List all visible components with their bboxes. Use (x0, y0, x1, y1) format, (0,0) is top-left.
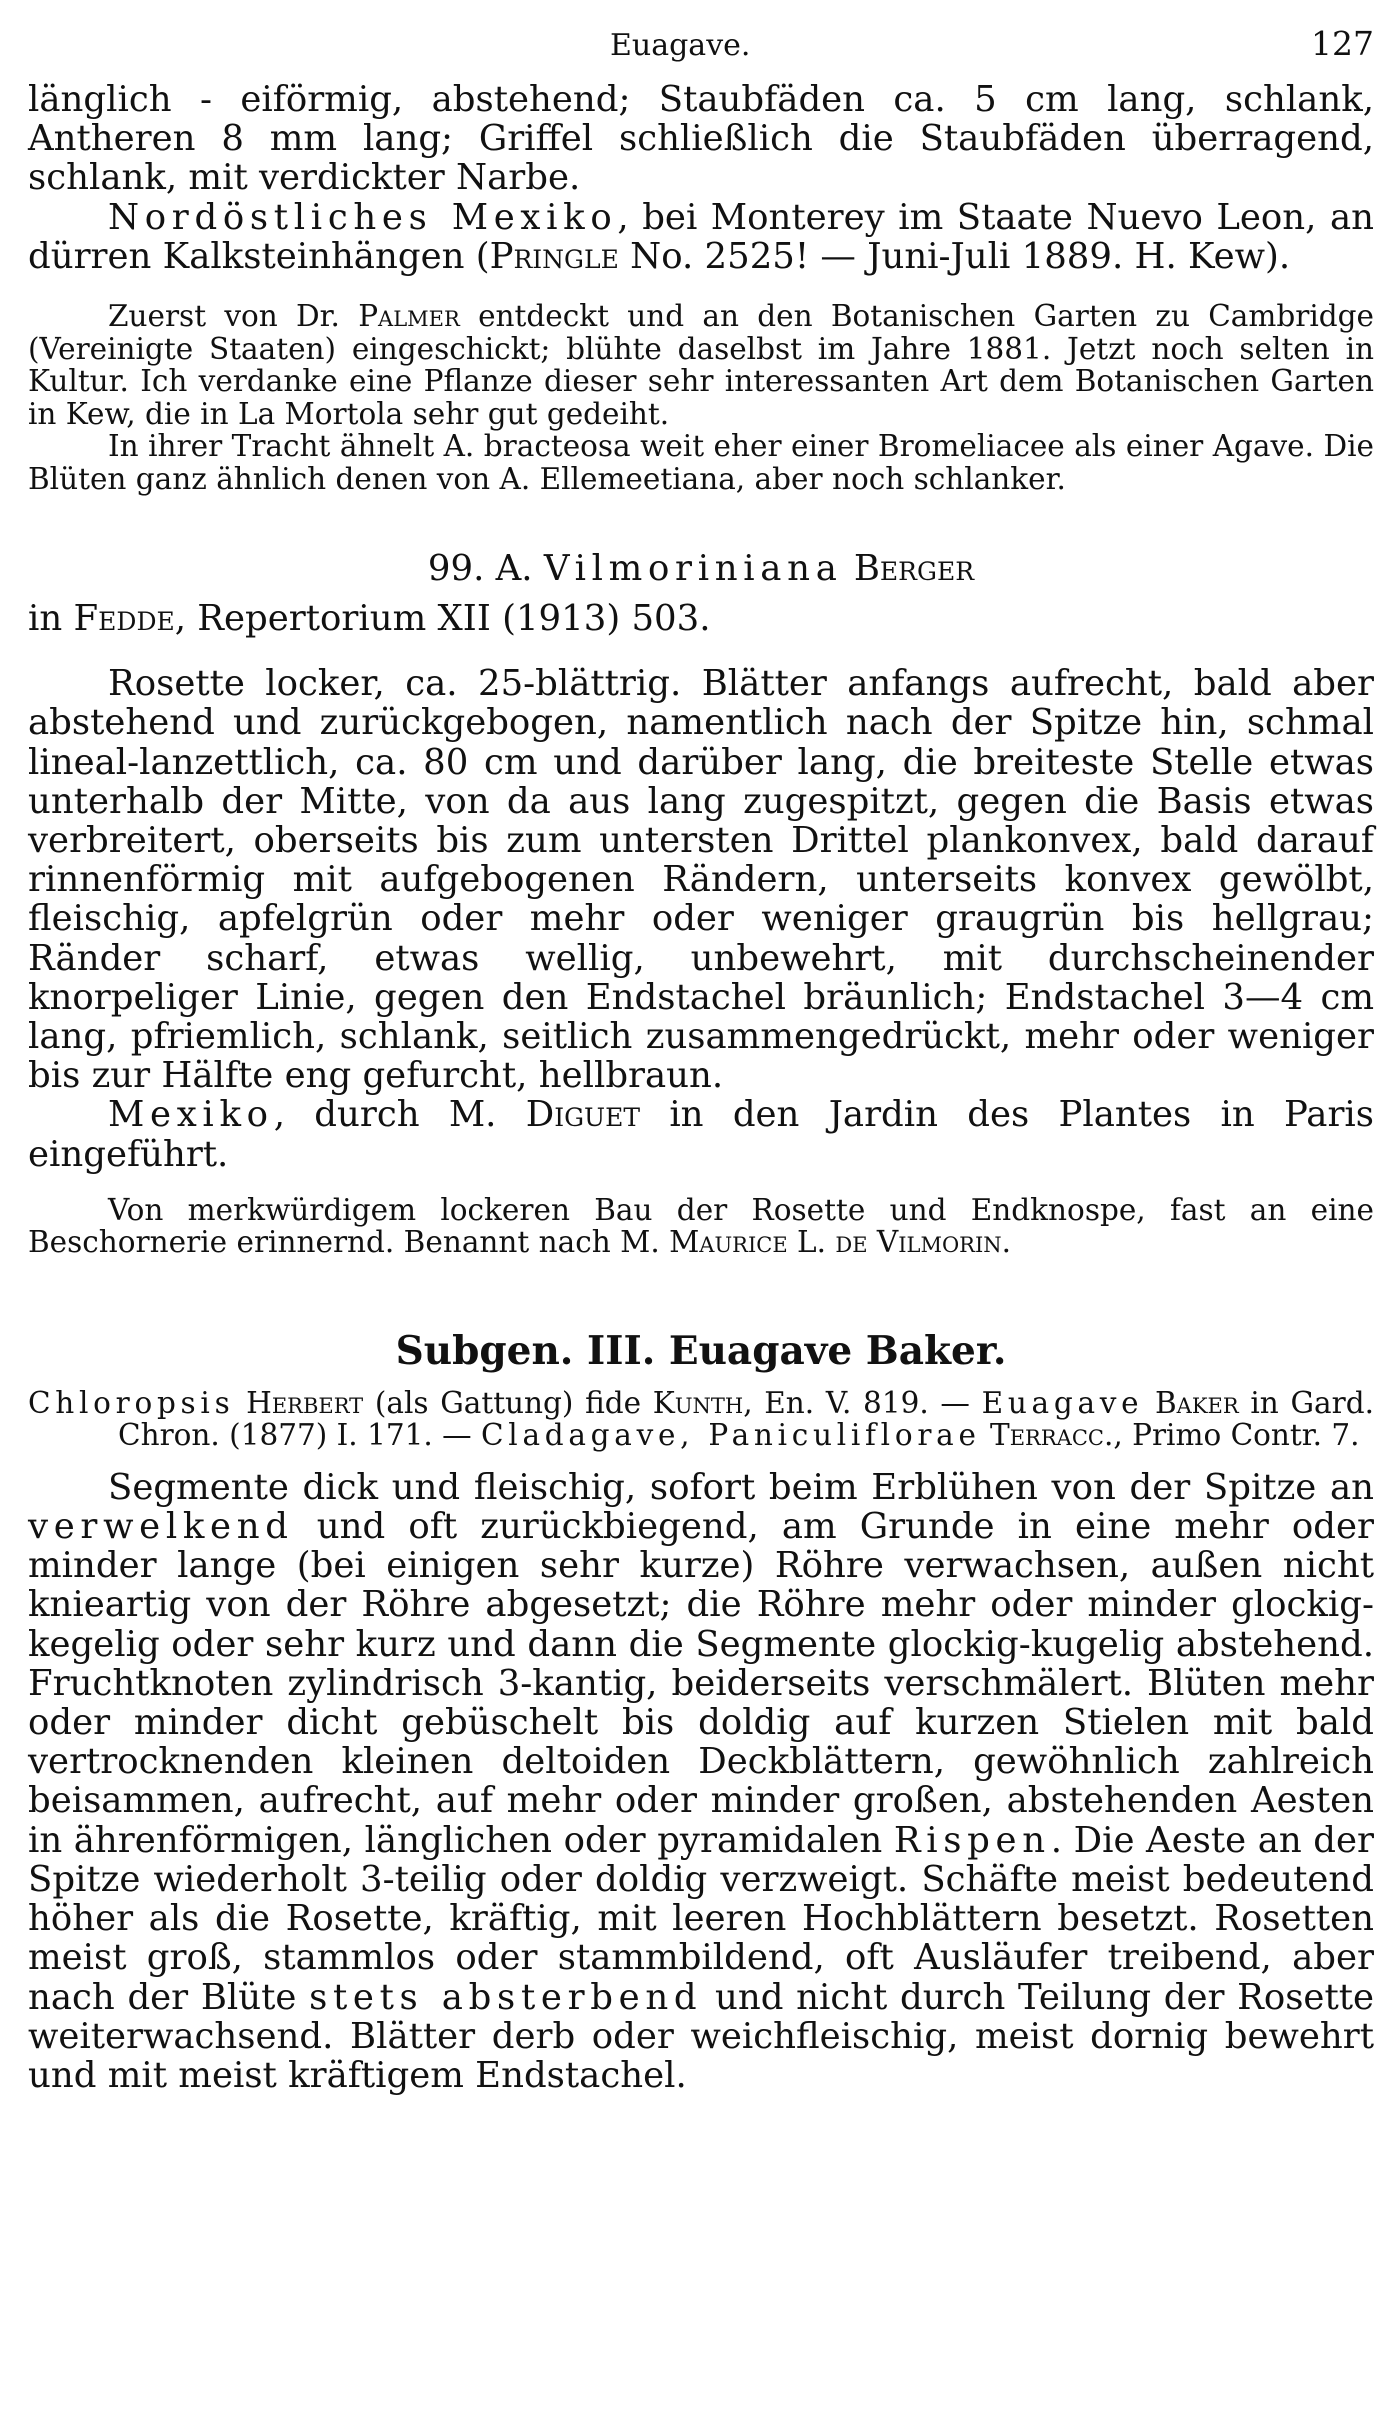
person-name: Maurice L. de Vilmorin (669, 1225, 1002, 1260)
note-history: Zuerst von Dr. Palmer entdeckt und an den Botanischen Garten zu Cambridge (Vereinigte Staaten) eingeschickt; blühte daselbst im Jahre 1881. Jetzt noch selten in Kultur. Ich verdanke eine Pflanze dieser sehr interessanten Art dem Botanischen Garten in Kew, die in La Mortola sehr gut gedeiht. (28, 299, 1374, 431)
collector-name: Pringle (489, 235, 619, 277)
region-name: Nordöstliches Mexiko (108, 196, 618, 238)
description-continued: länglich - eiförmig, abstehend; Staubfäden ca. 5 cm lang, schlank, Antheren 8 mm lang; Griffel schließlich die Staubfäden überragend, schlank, mit verdickter Narbe. (28, 79, 1374, 199)
journal-editor: Fedde (73, 598, 175, 640)
distribution-paragraph: Nordöstliches Mexiko, bei Monterey im Staate Nuevo Leon, an dürren Kalksteinhängen (Pringle No. 2525! — Juni-Juli 1889. H. Kew). (28, 196, 1374, 277)
subgenus-description: Segmente dick und fleischig, sofort beim Erblühen von der Spitze an verwelkend und oft zurückbiegend, am Grunde in eine mehr oder minder lange (bei einigen sehr kurze) Röhre verwachsen, außen nicht knieartig von der Röhre abgesetzt; die Röhre mehr oder minder glockig-kegelig oder sehr kurz und dann die Segmente glockig-kugelig abstehend. Fruchtknoten zylindrisch 3-kantig, beiderseits verschmälert. Blüten mehr oder minder dicht gebüschelt bis doldig auf kurzen Stielen mit bald vertrocknenden kleinen deltoiden Deckblättern, gewöhnlich zahlreich beisammen, aufrecht, auf mehr oder minder großen, abstehenden Aesten in ährenförmigen, länglichen oder pyramidalen Rispen. Die Aeste an der Spitze wiederholt 3-teilig oder doldig verzweigt. Schäfte meist bedeutend höher als die Rosette, kräftig, mit leeren Hochblättern besetzt. Rosetten meist groß, stammlos oder stammbildend, oft Ausläufer treibend, aber nach der Blüte stets absterbend und nicht durch Teilung der Rosette weiterwachsend. Blätter derb oder weichfleischig, meist dornig bewehrt und mit meist kräftigem Endstachel. (28, 1466, 1374, 2096)
species-heading (28, 549, 1374, 589)
running-header (28, 16, 1374, 80)
species-description: Rosette locker, ca. 25-blättrig. Blätter anfangs aufrecht, bald aber abstehend und zurückgebogen, namentlich nach der Spitze hin, schmal lineal-lanzettlich, ca. 80 cm und darüber lang, die breiteste Stelle etwas unterhalb der Mitte, von da aus lang zugespitzt, gegen die Basis etwas verbreitert, oberseits bis zum untersten Drittel plankonvex, bald darauf rinnenförmig mit aufgebogenen Rändern, unterseits konvex gewölbt, fleischig, apfelgrün oder mehr oder weniger graugrün bis hellgrau; Ränder scharf, etwas wellig, unbewehrt, mit durchscheinender knorpeliger Linie, gegen den Endstachel bräunlich; Endstachel 3—4 cm lang, pfriemlich, schlank, seitlich zusammengedrückt, mehr oder weniger bis zur Hälfte eng gefurcht, hellbraun. (28, 663, 1374, 1097)
person-name: Palmer (358, 299, 460, 334)
book-page (28, 16, 1374, 2095)
running-title: Euagave. (610, 28, 751, 63)
species-number: 99. A. (427, 548, 533, 590)
synonymy: Chloropsis Herbert (als Gattung) fide Kunth, En. V. 819. — Euagave Baker in Gard. Chron. (1877) I. 171. — Cladagave, Paniculiflorae Terracc., Primo Contr. 7. (28, 1385, 1374, 1453)
subgenus-heading: Subgen. III. Euagave Baker. (395, 1327, 1007, 1374)
region-name: Mexiko (108, 1094, 274, 1136)
species-name: Vilmoriniana (543, 548, 843, 590)
person-name: Diguet (525, 1094, 641, 1136)
page-number: 127 (1311, 24, 1374, 63)
species-distribution: Mexiko, durch M. Diguet in den Jardin des Plantes in Paris eingeführt. (28, 1094, 1375, 1175)
species-author: Berger (853, 548, 975, 590)
note-habit: In ihrer Tracht ähnelt A. bracteosa weit eher einer Bromeliacee als einer Agave. Die Blüten ganz ähnlich denen von A. Ellemeetiana, aber noch schlanker. (28, 429, 1374, 496)
species-citation: in Fedde, Repertorium XII (1913) 503. (28, 598, 711, 640)
species-note: Von merkwürdigem lockeren Bau der Rosette und Endknospe, fast an eine Beschornerie erinnernd. Benannt nach M. Maurice L. de Vilmorin. (28, 1192, 1374, 1260)
